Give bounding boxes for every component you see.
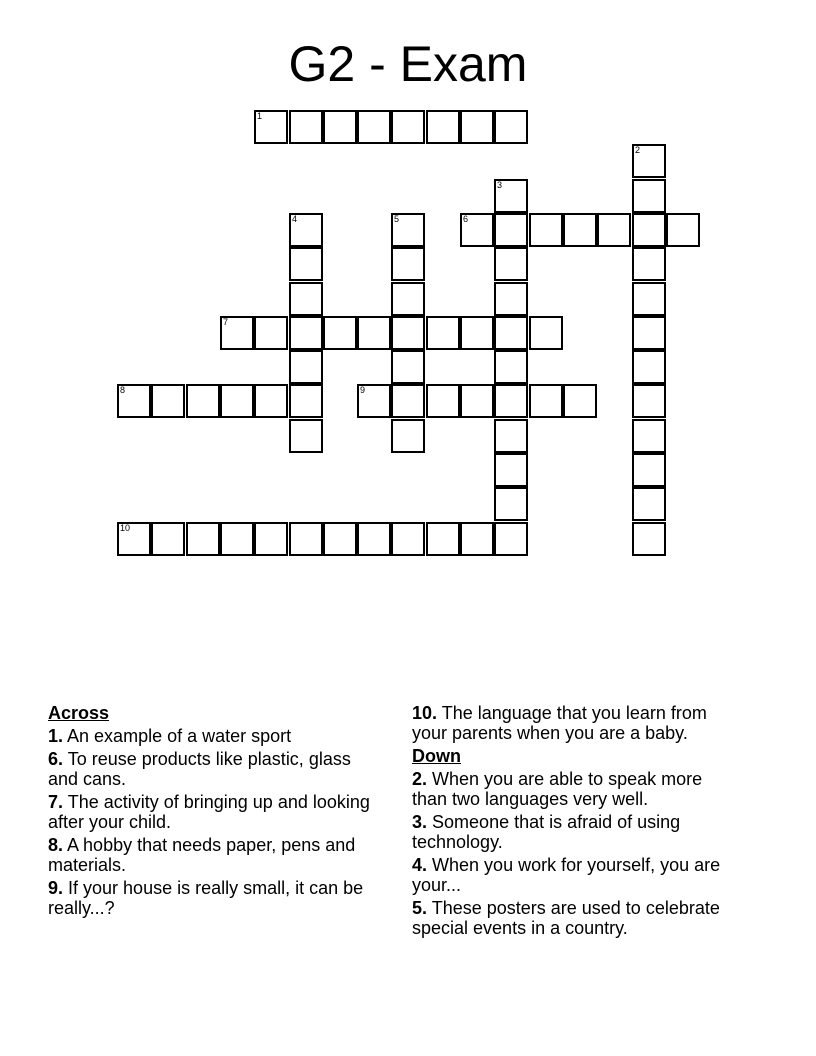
clue-text: These posters are used to celebrate special events in a country.	[412, 898, 720, 938]
clues-column-left	[48, 703, 378, 921]
crossword-cell[interactable]	[391, 316, 425, 350]
clue-text: If your house is really small, it can be really...?	[48, 878, 364, 918]
cell-number: 7	[223, 317, 229, 327]
crossword-cell[interactable]	[494, 282, 528, 316]
crossword-cell[interactable]	[289, 110, 323, 144]
crossword-cell[interactable]	[494, 384, 528, 418]
crossword-cell[interactable]	[494, 522, 528, 556]
clue-across-7	[48, 792, 378, 832]
clue-text: The activity of bringing up and looking after your child.	[48, 792, 370, 832]
crossword-cell[interactable]	[391, 110, 425, 144]
crossword-cell[interactable]	[494, 213, 528, 247]
crossword-cell[interactable]	[117, 522, 151, 556]
crossword-cell[interactable]	[632, 419, 666, 453]
crossword-cell[interactable]	[391, 282, 425, 316]
crossword-cell[interactable]	[632, 213, 666, 247]
crossword-cell[interactable]	[632, 144, 666, 178]
crossword-cell[interactable]	[529, 384, 563, 418]
clue-number: 10.	[412, 703, 438, 723]
clue-number: 2.	[412, 769, 428, 789]
clue-down-5	[412, 898, 742, 938]
crossword-cell[interactable]	[391, 419, 425, 453]
crossword-cell[interactable]	[632, 316, 666, 350]
crossword-cell[interactable]	[117, 384, 151, 418]
crossword-cell[interactable]	[460, 316, 494, 350]
clue-number: 1.	[48, 726, 64, 746]
crossword-cell[interactable]	[494, 487, 528, 521]
clue-text: A hobby that needs paper, pens and materials.	[48, 835, 356, 875]
crossword-cell[interactable]	[186, 522, 220, 556]
crossword-cell[interactable]	[357, 384, 391, 418]
crossword-cell[interactable]	[632, 179, 666, 213]
clue-number: 4.	[412, 855, 428, 875]
crossword-cell[interactable]	[254, 522, 288, 556]
crossword-cell[interactable]	[289, 316, 323, 350]
clue-across-9	[48, 878, 378, 918]
clue-text: An example of a water sport	[67, 726, 292, 746]
cell-number: 1	[257, 111, 263, 121]
crossword-cell[interactable]	[289, 213, 323, 247]
cell-number: 6	[463, 214, 469, 224]
cell-number: 9	[360, 385, 366, 395]
crossword-cell[interactable]	[494, 247, 528, 281]
clue-down-4	[412, 855, 742, 895]
clue-text: When you work for yourself, you are your...	[412, 855, 721, 895]
crossword-cell[interactable]	[289, 419, 323, 453]
clue-text: To reuse products like plastic, glass and cans.	[48, 749, 351, 789]
clue-text: The language that you learn from your parents when you are a baby.	[412, 703, 707, 743]
crossword-cell[interactable]	[426, 110, 460, 144]
crossword-cell[interactable]	[151, 522, 185, 556]
clue-across-1	[48, 726, 378, 746]
crossword-cell[interactable]	[494, 316, 528, 350]
clue-number: 9.	[48, 878, 64, 898]
clues-column-right	[412, 703, 742, 941]
clue-number: 5.	[412, 898, 428, 918]
clue-down-2	[412, 769, 742, 809]
crossword-cell[interactable]	[357, 110, 391, 144]
crossword-cell[interactable]	[529, 316, 563, 350]
crossword-cell[interactable]	[357, 522, 391, 556]
clue-number: 7.	[48, 792, 64, 812]
crossword-cell[interactable]	[357, 316, 391, 350]
crossword-cell[interactable]	[632, 453, 666, 487]
crossword-cell[interactable]	[460, 384, 494, 418]
crossword-cell[interactable]	[460, 110, 494, 144]
crossword-cell[interactable]	[323, 316, 357, 350]
crossword-cell[interactable]	[666, 213, 700, 247]
crossword-cell[interactable]	[426, 316, 460, 350]
cell-number: 2	[635, 145, 641, 155]
cell-number: 4	[292, 214, 298, 224]
clue-across-8	[48, 835, 378, 875]
crossword-cell[interactable]	[289, 384, 323, 418]
down-heading: Down	[412, 746, 461, 766]
crossword-cell[interactable]	[391, 522, 425, 556]
crossword-cell[interactable]	[632, 487, 666, 521]
crossword-cell[interactable]	[563, 384, 597, 418]
crossword-cell[interactable]	[494, 350, 528, 384]
clue-number: 3.	[412, 812, 428, 832]
across-heading: Across	[48, 703, 110, 723]
clue-text: When you are able to speak more than two languages very well.	[412, 769, 703, 809]
crossword-cell[interactable]	[220, 384, 254, 418]
crossword-cell[interactable]	[494, 419, 528, 453]
crossword-cell[interactable]	[494, 179, 528, 213]
crossword-cell[interactable]	[289, 282, 323, 316]
crossword-cell[interactable]	[632, 282, 666, 316]
crossword-cell[interactable]	[632, 384, 666, 418]
clue-number: 8.	[48, 835, 64, 855]
crossword-cell[interactable]	[289, 522, 323, 556]
crossword-cell[interactable]	[289, 247, 323, 281]
page-title: G2 - Exam	[288, 36, 528, 92]
clue-number: 6.	[48, 749, 64, 769]
crossword-cell[interactable]	[186, 384, 220, 418]
crossword-cell[interactable]	[494, 110, 528, 144]
clue-down-3	[412, 812, 742, 852]
crossword-cell[interactable]	[563, 213, 597, 247]
crossword-cell[interactable]	[254, 384, 288, 418]
crossword-cell[interactable]	[323, 522, 357, 556]
crossword-cell[interactable]	[254, 316, 288, 350]
crossword-cell[interactable]	[597, 213, 631, 247]
clue-text: Someone that is afraid of using technology.	[412, 812, 681, 852]
crossword-cell[interactable]	[460, 213, 494, 247]
crossword-cell[interactable]	[391, 350, 425, 384]
crossword-cell[interactable]	[632, 350, 666, 384]
cell-number: 5	[394, 214, 400, 224]
crossword-cell[interactable]	[529, 213, 563, 247]
clue-across-10	[412, 703, 742, 743]
cell-number: 10	[120, 523, 131, 533]
crossword-cell[interactable]	[494, 453, 528, 487]
crossword-cell[interactable]	[632, 247, 666, 281]
clue-across-6	[48, 749, 378, 789]
crossword-cell[interactable]	[426, 384, 460, 418]
crossword-cell[interactable]	[391, 247, 425, 281]
crossword-cell[interactable]	[391, 213, 425, 247]
crossword-cell[interactable]	[254, 110, 288, 144]
crossword-cell[interactable]	[220, 316, 254, 350]
crossword-cell[interactable]	[460, 522, 494, 556]
crossword-cell[interactable]	[391, 384, 425, 418]
crossword-cell[interactable]	[426, 522, 460, 556]
crossword-cell[interactable]	[632, 522, 666, 556]
cell-number: 8	[120, 385, 126, 395]
crossword-cell[interactable]	[220, 522, 254, 556]
crossword-cell[interactable]	[151, 384, 185, 418]
crossword-cell[interactable]	[289, 350, 323, 384]
cell-number: 3	[497, 180, 503, 190]
crossword-cell[interactable]	[323, 110, 357, 144]
